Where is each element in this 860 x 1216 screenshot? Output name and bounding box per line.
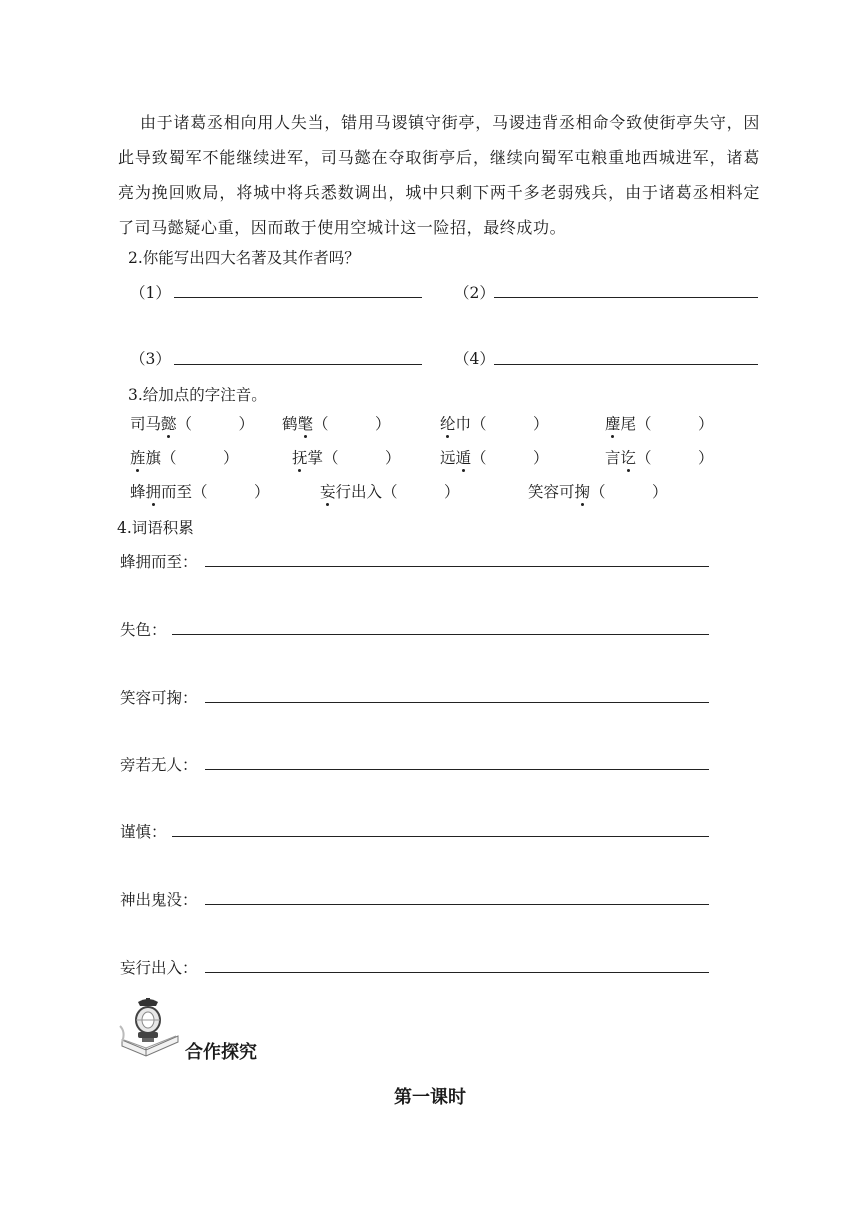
dotted-char: 懿 <box>161 415 177 433</box>
answer-label-4: （4） <box>454 350 495 368</box>
dotted-char: 讫 <box>620 449 637 467</box>
answer-label-1: （1） <box>130 284 171 302</box>
pinyin-item: 笑容可掬（ ） <box>528 483 668 501</box>
vocab-label: 妄行出入： <box>120 959 198 977</box>
answer-line-4[interactable] <box>494 364 758 365</box>
pinyin-blank[interactable]: （ ） <box>636 449 714 467</box>
vocab-label: 神出鬼没： <box>120 891 198 909</box>
vocab-answer-line[interactable] <box>205 566 709 567</box>
answer-line-1[interactable] <box>174 297 422 298</box>
dotted-char: 妄 <box>320 483 336 501</box>
pinyin-blank[interactable]: （ ） <box>192 483 270 501</box>
pinyin-item: 纶巾（ ） <box>440 415 549 433</box>
pinyin-item: 旌旗（ ） <box>130 449 239 467</box>
pinyin-blank[interactable]: （ ） <box>161 449 239 467</box>
pinyin-blank[interactable]: （ ） <box>590 483 668 501</box>
dotted-char: 麈 <box>605 415 621 433</box>
pinyin-item: 言讫（ ） <box>605 449 714 467</box>
pinyin-blank[interactable]: （ ） <box>471 415 549 433</box>
question-2-title: 2.你能写出四大名著及其作者吗？ <box>128 249 360 267</box>
pinyin-blank[interactable]: （ ） <box>313 415 391 433</box>
vocab-answer-line[interactable] <box>205 904 709 905</box>
pinyin-item: 妄行出入（ ） <box>320 483 460 501</box>
vocab-answer-line[interactable] <box>172 836 709 837</box>
answer-label-2: （2） <box>454 284 495 302</box>
answer-line-3[interactable] <box>174 364 422 365</box>
answer-label-3: （3） <box>130 350 171 368</box>
vocab-answer-line[interactable] <box>205 702 709 703</box>
vocab-answer-line[interactable] <box>172 634 709 635</box>
lantern-book-icon <box>116 996 186 1062</box>
vocab-answer-line[interactable] <box>205 769 709 770</box>
pinyin-item: 蜂拥而至（ ） <box>130 483 270 501</box>
dotted-char: 遁 <box>455 449 472 467</box>
dotted-char: 纶 <box>440 415 456 433</box>
pinyin-item: 远遁（ ） <box>440 449 549 467</box>
answer-line-2[interactable] <box>494 297 758 298</box>
question-3-title: 3.给加点的字注音。 <box>128 386 267 404</box>
pinyin-blank[interactable]: （ ） <box>471 449 549 467</box>
vocab-label: 笑容可掬： <box>120 689 198 707</box>
pinyin-blank[interactable]: （ ） <box>176 415 255 433</box>
dotted-char: 氅 <box>297 415 314 433</box>
pinyin-blank[interactable]: （ ） <box>636 415 714 433</box>
vocab-answer-line[interactable] <box>205 972 709 973</box>
question-4-title: 4.词语积累 <box>117 519 194 537</box>
pinyin-item: 抚掌（ ） <box>292 449 401 467</box>
dotted-char: 旌 <box>130 449 146 467</box>
pinyin-blank[interactable]: （ ） <box>323 449 401 467</box>
pinyin-item: 鹤氅（ ） <box>282 415 391 433</box>
vocab-label: 谨慎： <box>120 823 167 841</box>
pinyin-item: 司马懿（ ） <box>130 415 255 433</box>
vocab-label: 旁若无人： <box>120 756 198 774</box>
pinyin-item: 麈尾（ ） <box>605 415 714 433</box>
dotted-char: 抚 <box>292 449 308 467</box>
pinyin-blank[interactable]: （ ） <box>382 483 460 501</box>
dotted-char: 掬 <box>574 483 591 501</box>
section-title: 合作探究 <box>185 1042 257 1063</box>
vocab-label: 蜂拥而至： <box>120 553 198 571</box>
passage-text: 由于诸葛丞相向用人失当，错用马谡镇守街亭，马谡违背丞相命令致使街亭失守，因此导致蜀军不能继续进军，司马懿在夺取街亭后，继续向蜀军屯粮重地西城进军，诸葛亮为挽回败局，将城中将兵悉数调出，城中只剩下两千多老弱残兵，由于诸葛丞相料定了司马懿疑心重，因而敢于使用空城计这一险招，最终成功。 <box>118 113 760 237</box>
lesson-subtitle: 第一课时 <box>394 1087 466 1108</box>
dotted-char: 拥 <box>145 483 162 501</box>
vocab-label: 失色： <box>120 621 167 639</box>
